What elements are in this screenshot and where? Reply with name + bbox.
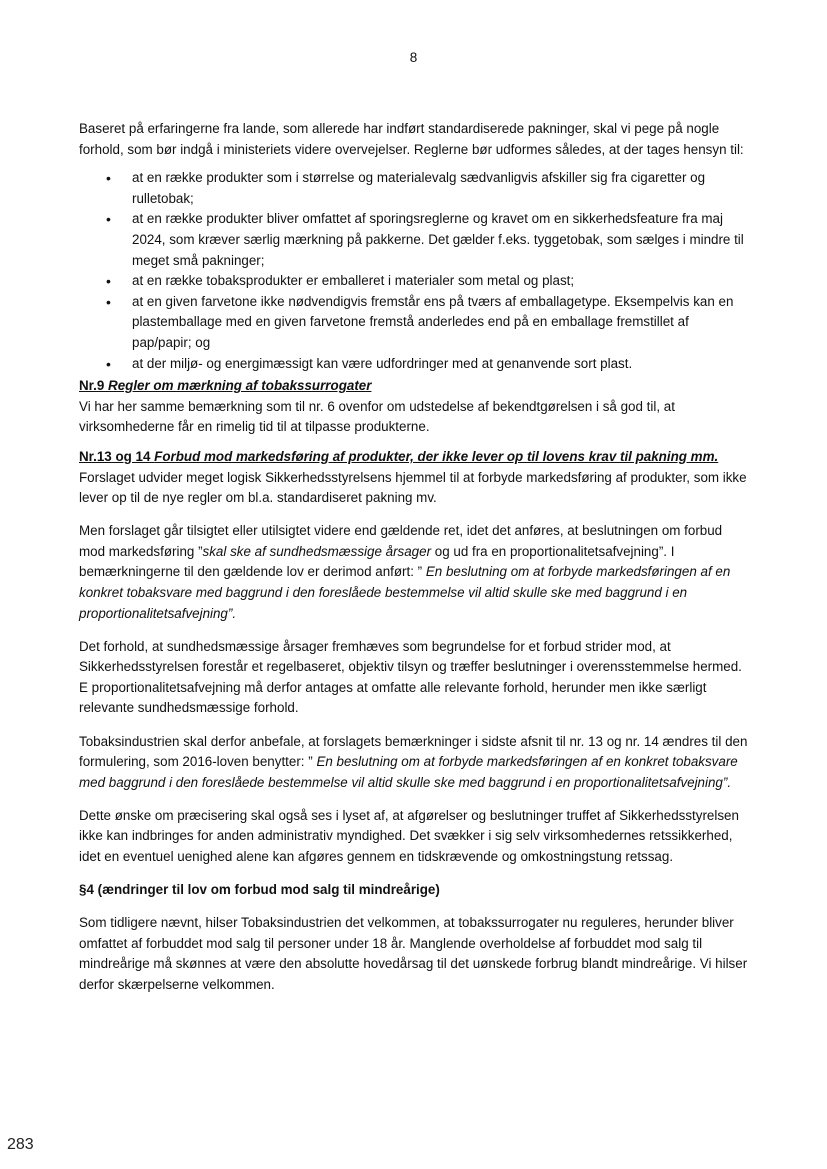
page-number: 8 — [409, 50, 418, 65]
list-item: • at en række produkter som i størrelse og materialevalg sædvanligvis afskiller sig fra cigaretter og rulletobak; — [79, 168, 751, 209]
document-body — [79, 119, 751, 1008]
footer-page-number: 283 — [7, 1136, 34, 1153]
section-body-s4: Som tidligere nævnt, hilser Tobaksindustrien det velkommen, at tobakssurrogater nu reguleres, herunder bliver omfattet af forbuddet mod salg til personer under 18 år. Manglende overholdelse af forbuddet mod salg til mindreårige må skønnes at være den absolutte hovedårsag til det uønskede forbrug blandt mindreårige. Vi hilser derfor skærpelserne velkommen. — [79, 915, 748, 992]
paragraph-men: Men forslaget går tilsigtet eller utilsigtet videre end gældende ret, idet det anføres, at beslutningen om forbud mod markedsføring ”skal ske af sundhedsmæssige årsager og ud fra en proportionalitetsafvejning”. I bemærkningerne til den gældende lov er derimod anført: ” En beslutning om at forbyde markedsføringen af en konkret tobaksvare med baggrund i den foreslåede bestemmelse vil altid skulle ske med baggrund i en proportionalitetsafvejning”. — [79, 523, 731, 621]
section-heading-nr13: Nr.13 og 14 Forbud mod markedsføring af produkter, der ikke lever op til lovens krav til pakning mm. — [79, 448, 719, 464]
paragraph-forhold: Det forhold, at sundhedsmæssige årsager fremhæves som begrundelse for et forbud strider mod, at Sikkerhedsstyrelsen forestår et regelbaseret, objektiv tilsyn og træffer beslutninger i overensstemmelse hermed. E proportionalitetsafvejning må derfor antages at omfatte alle relevante forhold, herunder men ikke særligt relevante sundhedsmæssige forhold. — [79, 638, 742, 716]
section-heading-nr9: Nr.9 Regler om mærkning af tobakssurrogater — [79, 378, 372, 394]
list-item: • at en række produkter bliver omfattet af sporingsreglerne og kravet om en sikkerhedsfeature fra maj 2024, som kræver særlig mærkning på pakkerne. Det gælder f.eks. tyggetobak, som sælges i mindre til meget små pakninger; — [79, 209, 751, 271]
section-nr13 — [79, 447, 751, 509]
section-body-nr9: Vi har her samme bemærkning som til nr. 6 ovenfor om udstedelse af bekendtgørelsen i så god til, at virksomhederne får en rimelig tid til at tilpasse produkterne. — [79, 398, 675, 435]
section-heading-s4: §4 (ændringer til lov om forbud mod salg til mindreårige) — [79, 882, 440, 898]
paragraph-tobaksindustrien: Tobaksindustrien skal derfor anbefale, at forslagets bemærkninger i sidste afsnit til nr. 13 og nr. 14 ændres til den formulering, som 2016-loven benytter: ” En beslutning om at forbyde markedsføringen af en konkret tobaksvare med baggrund i den foreslåede bestemmelse vil altid skulle ske med baggrund i en proportionalitetsafvejning”. — [79, 733, 748, 790]
intro-paragraph: Baseret på erfaringerne fra lande, som allerede har indført standardiserede pakninger, skal vi pege på nogle forhold, som bør indgå i ministeriets videre overvejelser. Reglerne bør udformes således, at der tages hensyn til: — [79, 121, 744, 157]
section-nr9 — [79, 376, 751, 438]
list-item: • at der miljø- og energimæssigt kan være udfordringer med at genanvende sort plast. — [79, 354, 751, 375]
section-body-nr13: Forslaget udvider meget logisk Sikkerhedsstyrelsens hjemmel til at forbyde markedsføring af produkter, som ikke lever op til de nye regler om bl.a. standardiseret pakning mv. — [79, 469, 747, 506]
considerations-list — [79, 168, 751, 374]
list-item: • at en række tobaksprodukter er emballeret i materialer som metal og plast; — [79, 271, 751, 292]
paragraph-dette: Dette ønske om præcisering skal også ses i lyset af, at afgørelser og beslutninger truffet af Sikkerhedsstyrelsen ikke kan indbringes for anden administrativ myndighed. Det svækker i sig selv virksomhedernes retssikkerhed, idet en eventuel uenighed alene kan afgøres gennem en tidskrævende og omkostningstung retssag. — [79, 807, 739, 864]
list-item: • at en given farvetone ikke nødvendigvis fremstår ens på tværs af emballagetype. Eksempelvis kan en plastemballage med en given farvetone fremstå anderledes end på en emballage fremstillet af pap/papir; og — [79, 292, 751, 354]
